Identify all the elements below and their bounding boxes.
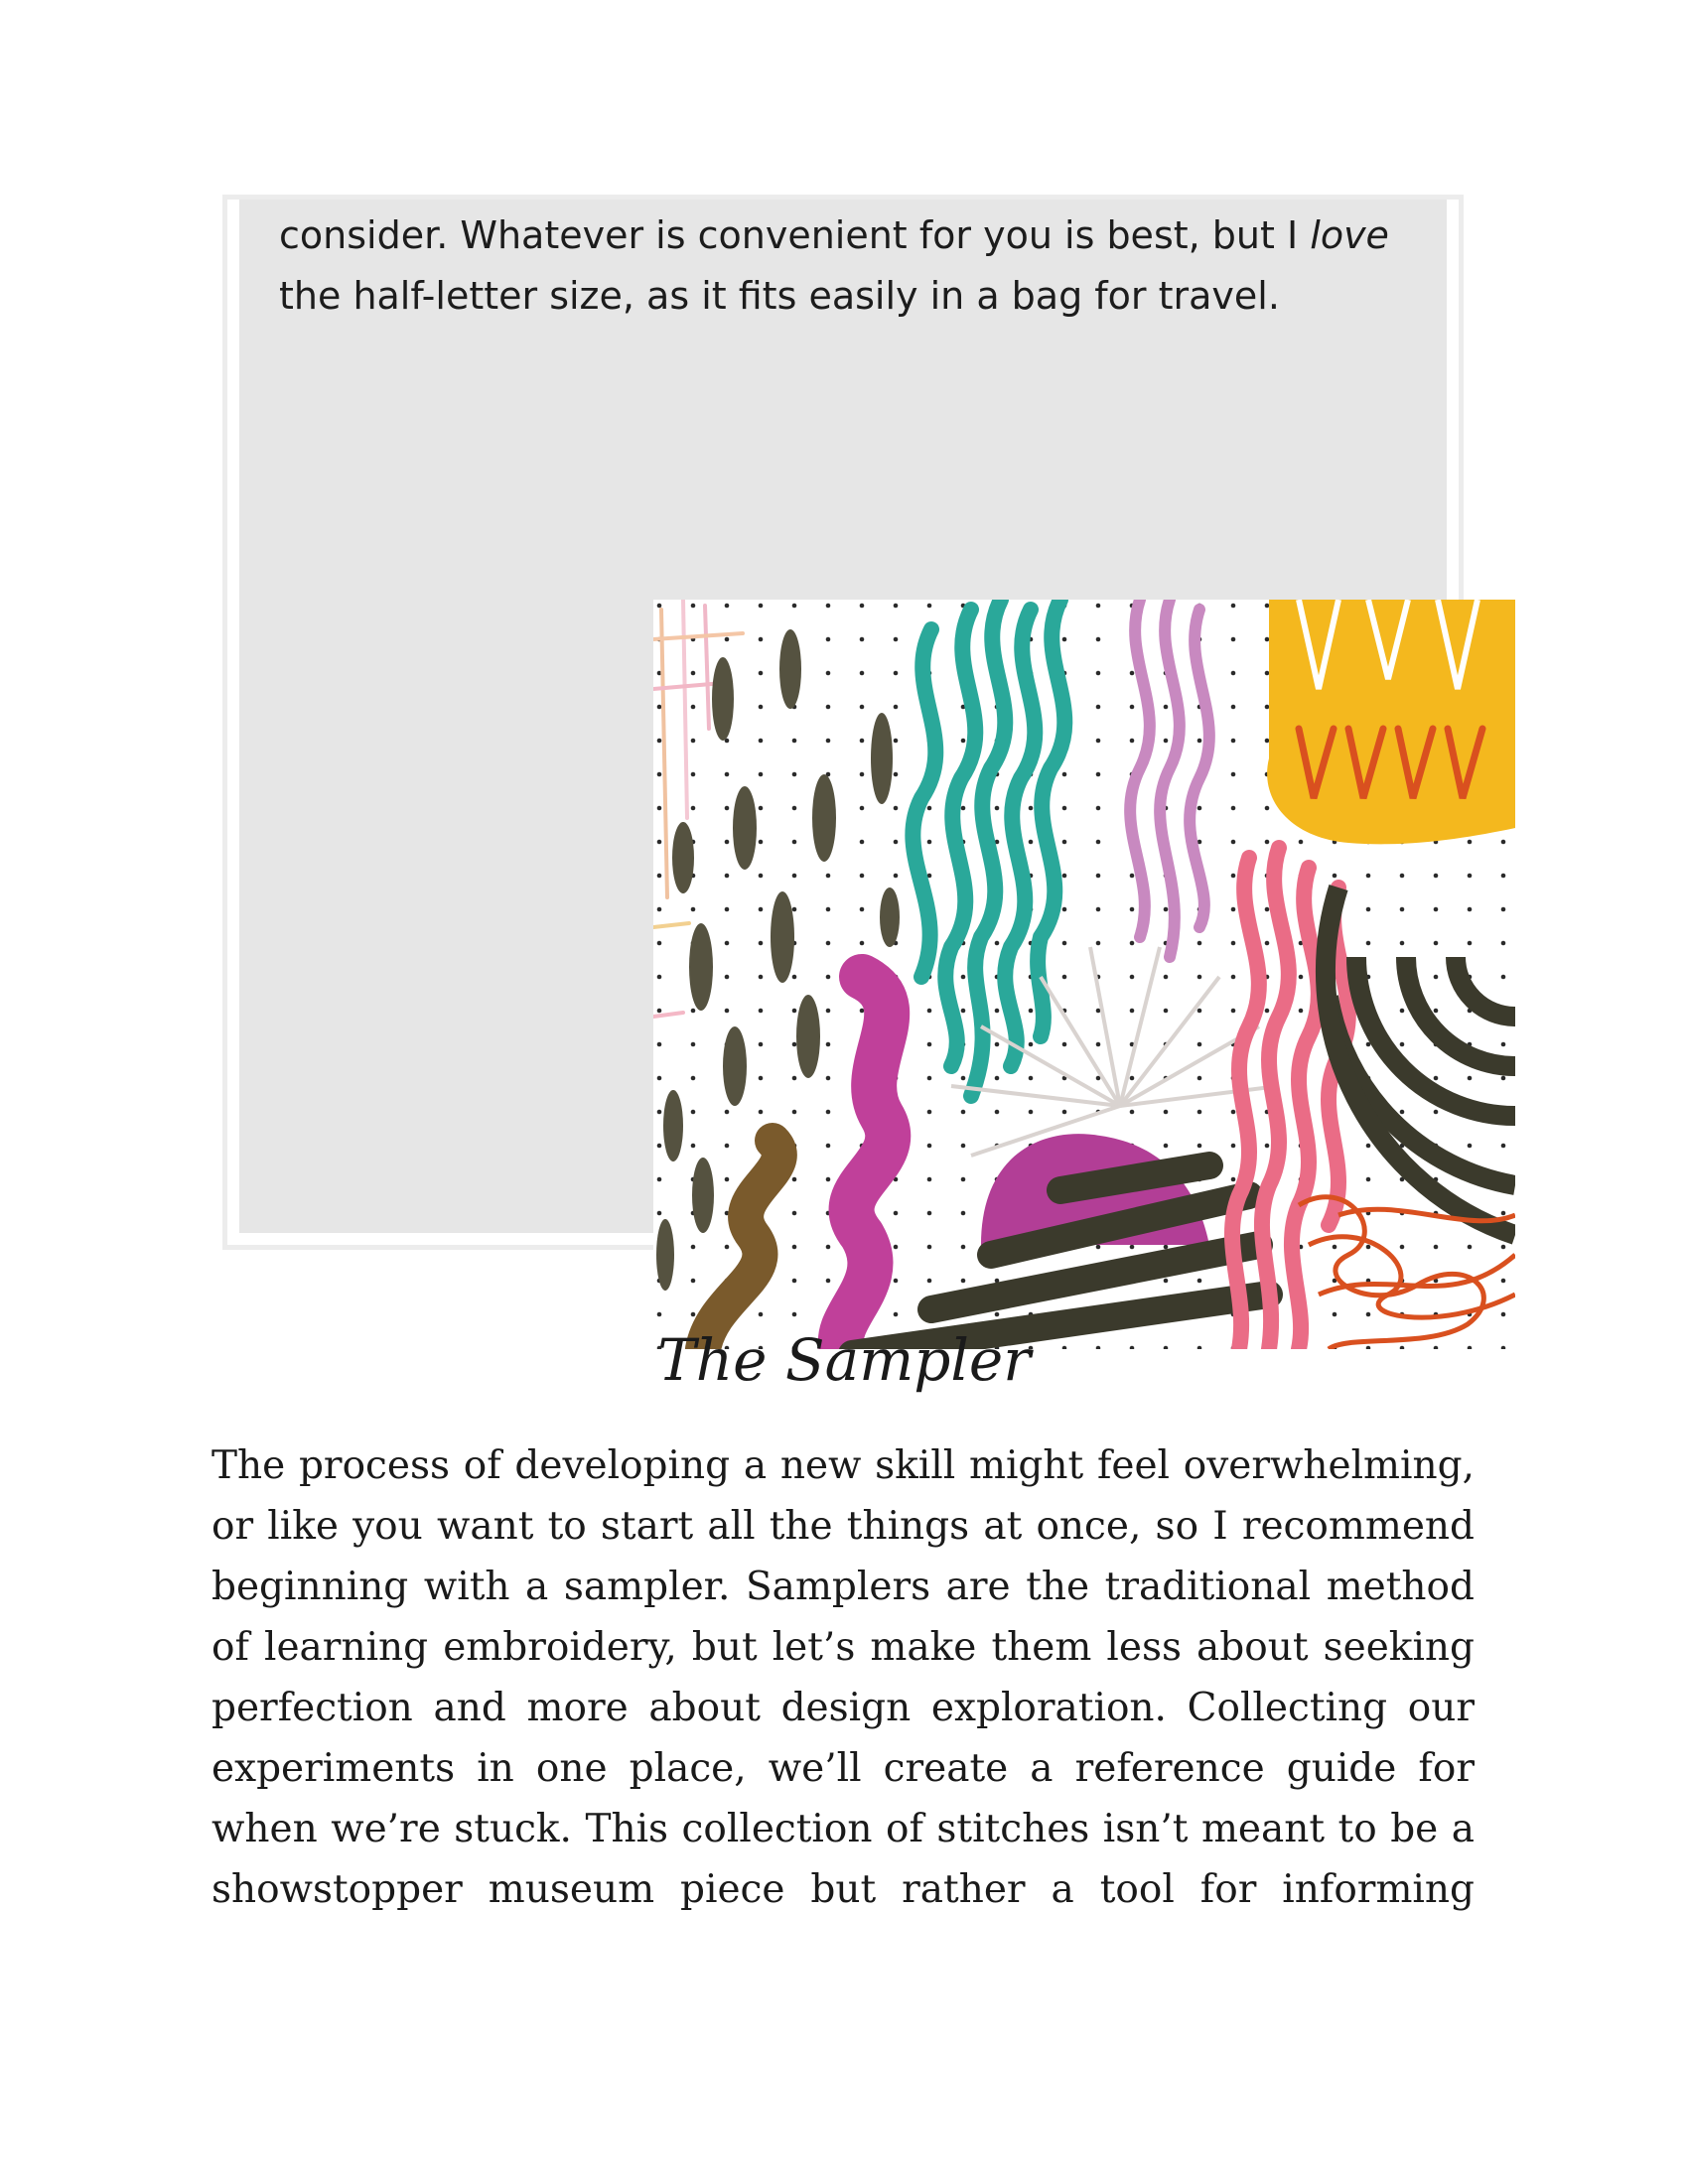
sidebar-box bbox=[222, 195, 1464, 1250]
body-line: beginning with a sampler. Samplers are the traditional method bbox=[211, 1565, 1475, 1609]
body-paragraph bbox=[211, 1435, 1475, 1920]
body-line: or like you want to start all the things at once, so I recommend bbox=[211, 1504, 1475, 1549]
sidebar-line-1-text: consider. Whatever is convenient for you is best, but I bbox=[279, 213, 1311, 257]
sidebar-emphasis: love bbox=[1310, 213, 1389, 257]
section-heading: The Sampler bbox=[657, 1326, 1031, 1394]
body-line: of learning embroidery, but let’s make them less about seeking bbox=[211, 1625, 1475, 1670]
sidebar-line-2: the half-letter size, as it fits easily in a bag for travel. bbox=[279, 274, 1280, 318]
sidebar-line-1 bbox=[279, 213, 1389, 257]
body-line: experiments in one place, we’ll create a reference guide for bbox=[211, 1746, 1475, 1791]
abstract-marker-pattern-illustration bbox=[653, 600, 1515, 1349]
body-line: perfection and more about design exploration. Collecting our bbox=[211, 1686, 1475, 1730]
sidebar-panel bbox=[239, 200, 1447, 1233]
body-line: The process of developing a new skill might feel overwhelming, bbox=[211, 1443, 1475, 1488]
body-line: when we’re stuck. This collection of stitches isn’t meant to be a bbox=[211, 1807, 1475, 1851]
sidebar-paragraph bbox=[279, 205, 1401, 327]
body-line: showstopper museum piece but rather a tool for informing bbox=[211, 1867, 1475, 1912]
